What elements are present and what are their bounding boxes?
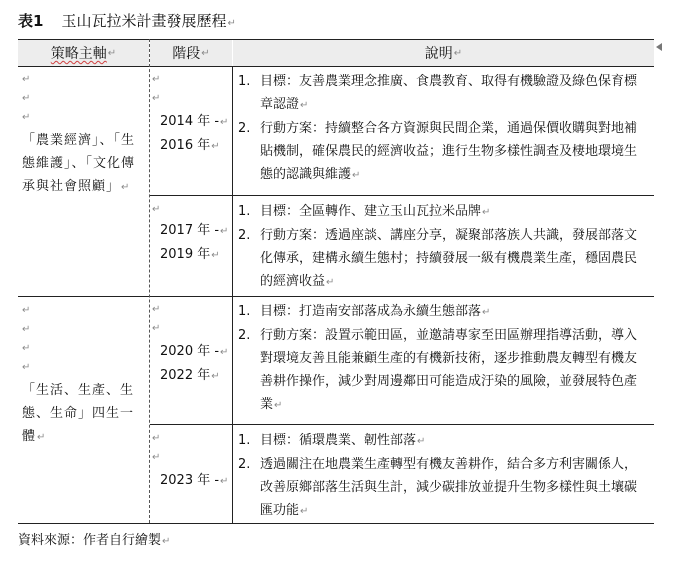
item-number: 1. xyxy=(238,204,251,219)
row-divider-3 xyxy=(150,424,654,425)
item-text: 行動方案：透過座談、講座分享，凝聚部落族人共識，發展部落文化傳承，建構永續生態村；持續發展一級有機農業生產，穩固農民的經濟收益 xyxy=(260,228,638,289)
paragraph-mark-icon: ↵ xyxy=(453,47,463,59)
paragraph-mark-icon: ↵ xyxy=(22,305,32,316)
stage-cell-1 xyxy=(152,70,232,158)
paragraph-mark-icon: ↵ xyxy=(220,347,229,358)
table-move-handle[interactable] xyxy=(656,43,662,51)
list-item xyxy=(238,300,648,324)
paragraph-mark-icon: ↵ xyxy=(152,452,161,463)
axis-text: 「生活、生產、生態、生命」四生一體 xyxy=(22,383,135,444)
column-divider-axis xyxy=(149,39,150,523)
paragraph-mark-icon: ↵ xyxy=(152,93,161,104)
item-number: 1. xyxy=(238,74,251,89)
paragraph-mark-icon: ↵ xyxy=(211,141,220,152)
description-cell-4 xyxy=(238,429,648,523)
paragraph-mark-icon: ↵ xyxy=(220,476,229,487)
paragraph-mark-icon: ↵ xyxy=(300,100,309,111)
item-text: 行動方案：設置示範田區，並邀請專家至田區辦理指導活動，導入對環境友善且能兼顧生產的有機新技術，逐步推動農友轉型有機友善耕作操作，減少對周邊鄰田可能造成汙染的風險，並發展特色產業 xyxy=(260,328,638,412)
item-text: 目標：全區轉作、建立玉山瓦拉米品牌 xyxy=(260,204,482,219)
column-divider-stage xyxy=(232,66,233,523)
stage-start: 2023 年 - xyxy=(160,473,220,488)
stage-start: 2017 年 - xyxy=(160,223,220,238)
paragraph-mark-icon: ↵ xyxy=(220,226,229,237)
paragraph-mark-icon: ↵ xyxy=(274,400,283,411)
paragraph-mark-icon: ↵ xyxy=(211,371,220,382)
axis-cell-2 xyxy=(22,301,146,449)
paragraph-mark-icon: ↵ xyxy=(121,182,131,193)
description-cell-3 xyxy=(238,300,648,417)
table-bottom-border xyxy=(18,523,654,524)
description-cell-2 xyxy=(238,200,648,294)
source-note-text: 資料來源：作者自行繪製 xyxy=(18,533,162,548)
header-stage xyxy=(150,40,232,66)
stage-cell-2 xyxy=(152,200,232,267)
item-number: 2. xyxy=(238,228,251,243)
table-number: 表1 xyxy=(18,12,44,30)
list-item xyxy=(238,453,648,523)
stage-end: 2019 年 xyxy=(160,247,211,262)
list-item xyxy=(238,324,648,417)
stage-start: 2014 年 - xyxy=(160,114,220,129)
paragraph-mark-icon: ↵ xyxy=(211,250,220,261)
header-axis-label: 策略主軸 xyxy=(50,46,107,62)
paragraph-mark-icon: ↵ xyxy=(152,74,161,85)
stage-cell-4 xyxy=(152,429,232,493)
paragraph-mark-icon: ↵ xyxy=(152,304,161,315)
table-title: 玉山瓦拉米計畫發展歷程 xyxy=(61,12,227,30)
item-text: 目標：循環農業、韌性部落 xyxy=(260,433,417,448)
paragraph-mark-icon: ↵ xyxy=(201,47,210,59)
paragraph-mark-icon: ↵ xyxy=(227,18,236,29)
paragraph-mark-icon: ↵ xyxy=(162,536,171,547)
paragraph-mark-icon: ↵ xyxy=(220,117,229,128)
table-top-border xyxy=(18,39,654,40)
item-text: 目標：打造南安部落成為永續生態部落 xyxy=(260,304,482,319)
table-caption xyxy=(18,10,236,31)
row-divider-1 xyxy=(150,195,654,196)
stage-start: 2020 年 - xyxy=(160,344,220,359)
paragraph-mark-icon: ↵ xyxy=(22,343,32,354)
stage-end: 2016 年 xyxy=(160,138,211,153)
paragraph-mark-icon: ↵ xyxy=(22,74,32,85)
paragraph-mark-icon: ↵ xyxy=(482,207,491,218)
paragraph-mark-icon: ↵ xyxy=(22,362,32,373)
axis-cell-1 xyxy=(22,70,146,199)
paragraph-mark-icon: ↵ xyxy=(22,93,32,104)
item-number: 2. xyxy=(238,328,251,343)
description-cell-1 xyxy=(238,70,648,187)
item-text: 行動方案：持續整合各方資源與民間企業，通過保價收購與對地補貼機制，確保農民的經濟收益；進行生物多樣性調查及棲地環境生態的認識與維護 xyxy=(260,121,638,182)
paragraph-mark-icon: ↵ xyxy=(417,436,426,447)
paragraph-mark-icon: ↵ xyxy=(107,47,117,59)
item-number: 2. xyxy=(238,457,251,472)
list-item xyxy=(238,429,648,453)
item-text: 目標：友善農業理念推廣、食農教育、取得有機驗證及綠色保育標章認證 xyxy=(260,74,638,112)
item-number: 1. xyxy=(238,433,251,448)
paragraph-mark-icon: ↵ xyxy=(352,170,361,181)
item-text: 透過關注在地農業生產轉型有機友善耕作，結合多方利害關係人，改善原鄉部落生活與生計，減少碳排放並提升生物多樣性與土壤碳匯功能 xyxy=(260,457,638,518)
header-stage-label: 階段 xyxy=(172,46,201,62)
paragraph-mark-icon: ↵ xyxy=(37,432,47,443)
source-note xyxy=(18,529,170,548)
list-item xyxy=(238,224,648,294)
paragraph-mark-icon: ↵ xyxy=(152,433,161,444)
paragraph-mark-icon: ↵ xyxy=(152,204,161,215)
list-item xyxy=(238,117,648,187)
stage-cell-3 xyxy=(152,300,232,388)
axis-text: 「農業經濟」、「生態維護」、「文化傳承與社會照顧」 xyxy=(22,133,136,194)
paragraph-mark-icon: ↵ xyxy=(482,307,491,318)
group-divider xyxy=(18,296,654,297)
item-number: 1. xyxy=(238,304,251,319)
paragraph-mark-icon: ↵ xyxy=(22,112,32,123)
header-description-label: 說明 xyxy=(424,46,453,62)
header-description xyxy=(233,40,654,66)
stage-end: 2022 年 xyxy=(160,368,211,383)
header-bottom-border xyxy=(18,66,654,67)
paragraph-mark-icon: ↵ xyxy=(326,277,335,288)
paragraph-mark-icon: ↵ xyxy=(152,323,161,334)
item-number: 2. xyxy=(238,121,251,136)
list-item xyxy=(238,70,648,117)
paragraph-mark-icon: ↵ xyxy=(22,324,32,335)
header-axis xyxy=(18,40,149,66)
list-item xyxy=(238,200,648,224)
paragraph-mark-icon: ↵ xyxy=(300,506,309,517)
